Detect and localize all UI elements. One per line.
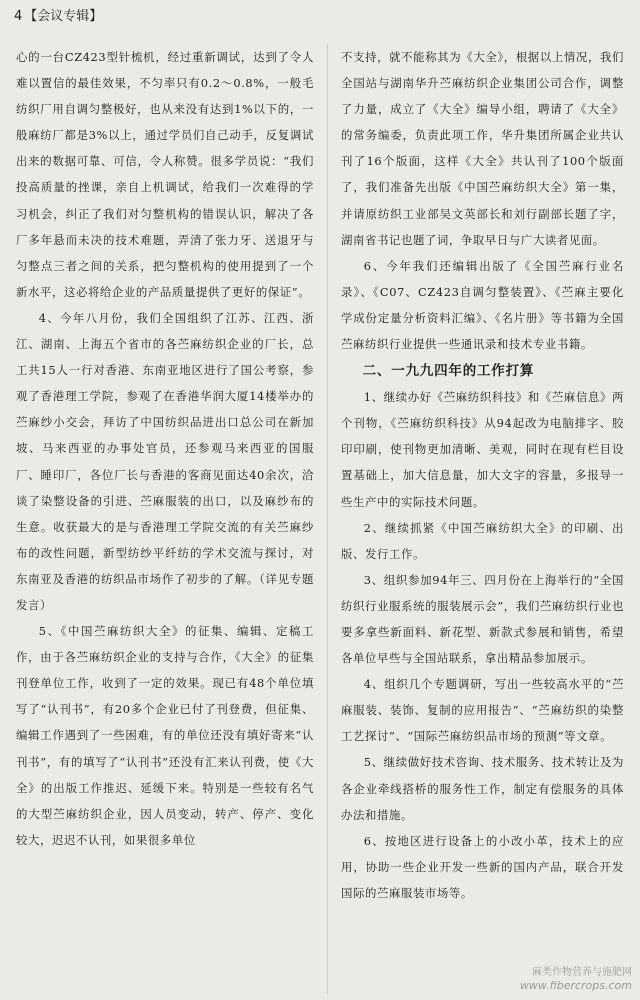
paragraph: 5、《中国苎麻纺织大全》的征集、编辑、定稿工作，由于各苎麻纺织企业的支持与合作，《大全》的征集刊登单位工作，收到了一定的效果。现已有48个单位填写了“认刊书”，有20多个企业已付了刊登费，但征集、编辑工作遇到了一些困难，有的单位还没有填好寄来“认刊书”，有的填写了“认刊书”还没有汇来认刊费，使《大全》的出版工作推迟、延缓下来。特别是一些较有名气的大型苎麻纺织企业，因人员变动，转产、停产、变化较大，迟迟不认刊，如果很多单位 (16, 624, 314, 847)
paragraph: 6、按地区进行设备上的小改小革，技术上的应用，协助一些企业开发一些新的国内产品，联合开发国际的苎麻服装市场等。 (341, 833, 624, 900)
page-number: 4 (14, 9, 23, 24)
paragraph: 心的一台CZ423型针梳机，经过重新调试，达到了令人难以置信的最佳效果，不匀率只有0.2～0.8%，一般毛纺织厂用自调匀整极好，也从来没有达到1%以下的，一般麻纺厂都是3%以上，通过学员们自己动手，反复调试出来的数据可靠、可信，令人称赞。很多学员说：“我们投高质量的挫课，亲自上机调试，给我们一次难得的学习机会，纠正了我们对匀整机构的错误认识，解决了各厂多年悬而未决的技术难题，弄清了张力牙、送退牙与匀整点三者之间的关系，把匀整机构的使用提到了一个新水平，这必将给企业的产品质量提供了更好的保证”。 (16, 50, 314, 299)
watermark-url: www.fibercrops.com (519, 979, 632, 992)
watermark-title: 麻类作物营养与施肥网 (532, 967, 632, 978)
paragraph: 6、今年我们还编辑出版了《全国苎麻行业名录》、《C07、CZ423自调匀整装置》、《苎麻主要化学成份定量分析资料汇编》、《名片册》等书籍为全国苎麻纺织行业提供一些通讯录和技术专业书籍。 (341, 258, 624, 352)
paragraph: 1、继续办好《苎麻纺织科技》和《苎麻信息》两个刊物，《苎麻纺织科技》从94起改为电脑排字、胶印印刷，使刊物更加清晰、美观，同时在现有栏目设置基础上，加大信息量，加大文字的容量，多报导一些生产中的实际技术问题。 (341, 390, 624, 509)
paragraph: 4、组织几个专题调研，写出一些较高水平的“苎麻服装、装饰、复制的应用报告”、“苎麻纺织的染整工艺探讨”、“国际苎麻纺织品市场的预测”等文章。 (341, 677, 624, 744)
page-header (14, 6, 626, 28)
paragraph: 不支持，就不能称其为《大全》，根据以上情况，我们全国站与湖南华升苎麻纺织企业集团公司合作，调整了力量，成立了《大全》编导小组，聘请了《大全》的常务编委，负责此项工作，华升集团所属企业共认刊了16个版面，这样《大全》共认刊了100个版面了，我们准备先出版《中国苎麻纺织大全》第一集，并请原纺织工业部吴文英部长和刘行副部长题了字，湖南省书记也题了词，争取早日与广大读者见面。 (341, 50, 624, 247)
paragraph: 2、继续抓紧《中国苎麻纺织大全》的印刷、出版、发行工作。 (341, 520, 624, 561)
section-title: 【会议专辑】 (24, 9, 103, 24)
paragraph: 5、继续做好技术咨询、技术服务、技术转让及为各企业牵线搭桥的服务性工作，制定有偿服务的具体办法和措施。 (341, 755, 624, 822)
right-column (341, 44, 624, 906)
watermark (520, 966, 632, 992)
paragraph: 3、组织参加94年三、四月份在上海举行的“全国纺织行业服系统的服装展示会”，我们苎麻纺织行业也要多拿些新面料、新花型、新款式参展和销售，希望各单位早些与全国站联系，拿出精品参加展示。 (341, 572, 624, 666)
section-heading: 二、一九九四年的工作打算 (362, 363, 535, 380)
column-divider (327, 44, 328, 994)
left-column (16, 44, 314, 853)
paragraph: 4、今年八月份，我们全国组织了江苏、江西、浙江、湖南、上海五个省市的各苎麻纺织企业的厂长，总工共15人一行对香港、东南亚地区进行了国公考察，参观了香港理工学院，参观了在香港华润大厦14楼举办的苎麻纱小交会，拜访了中国纺织品进出口总公司在新加坡、马来西亚的办事处官员，还参观马来西亚的国服厂、睡印厂，各位厂长与香港的客商见面达40余次，洽谈了染整设备的引进、苎麻服装的出口，以及麻纱布的生意。收获最大的是与香港理工学院交流的有关苎麻纱布的改性问题，新型纺纱平纤纺的学术交流与探讨，对东南亚及香港的纺织品市场作了初步的了解。（详见专题发言） (16, 310, 314, 612)
